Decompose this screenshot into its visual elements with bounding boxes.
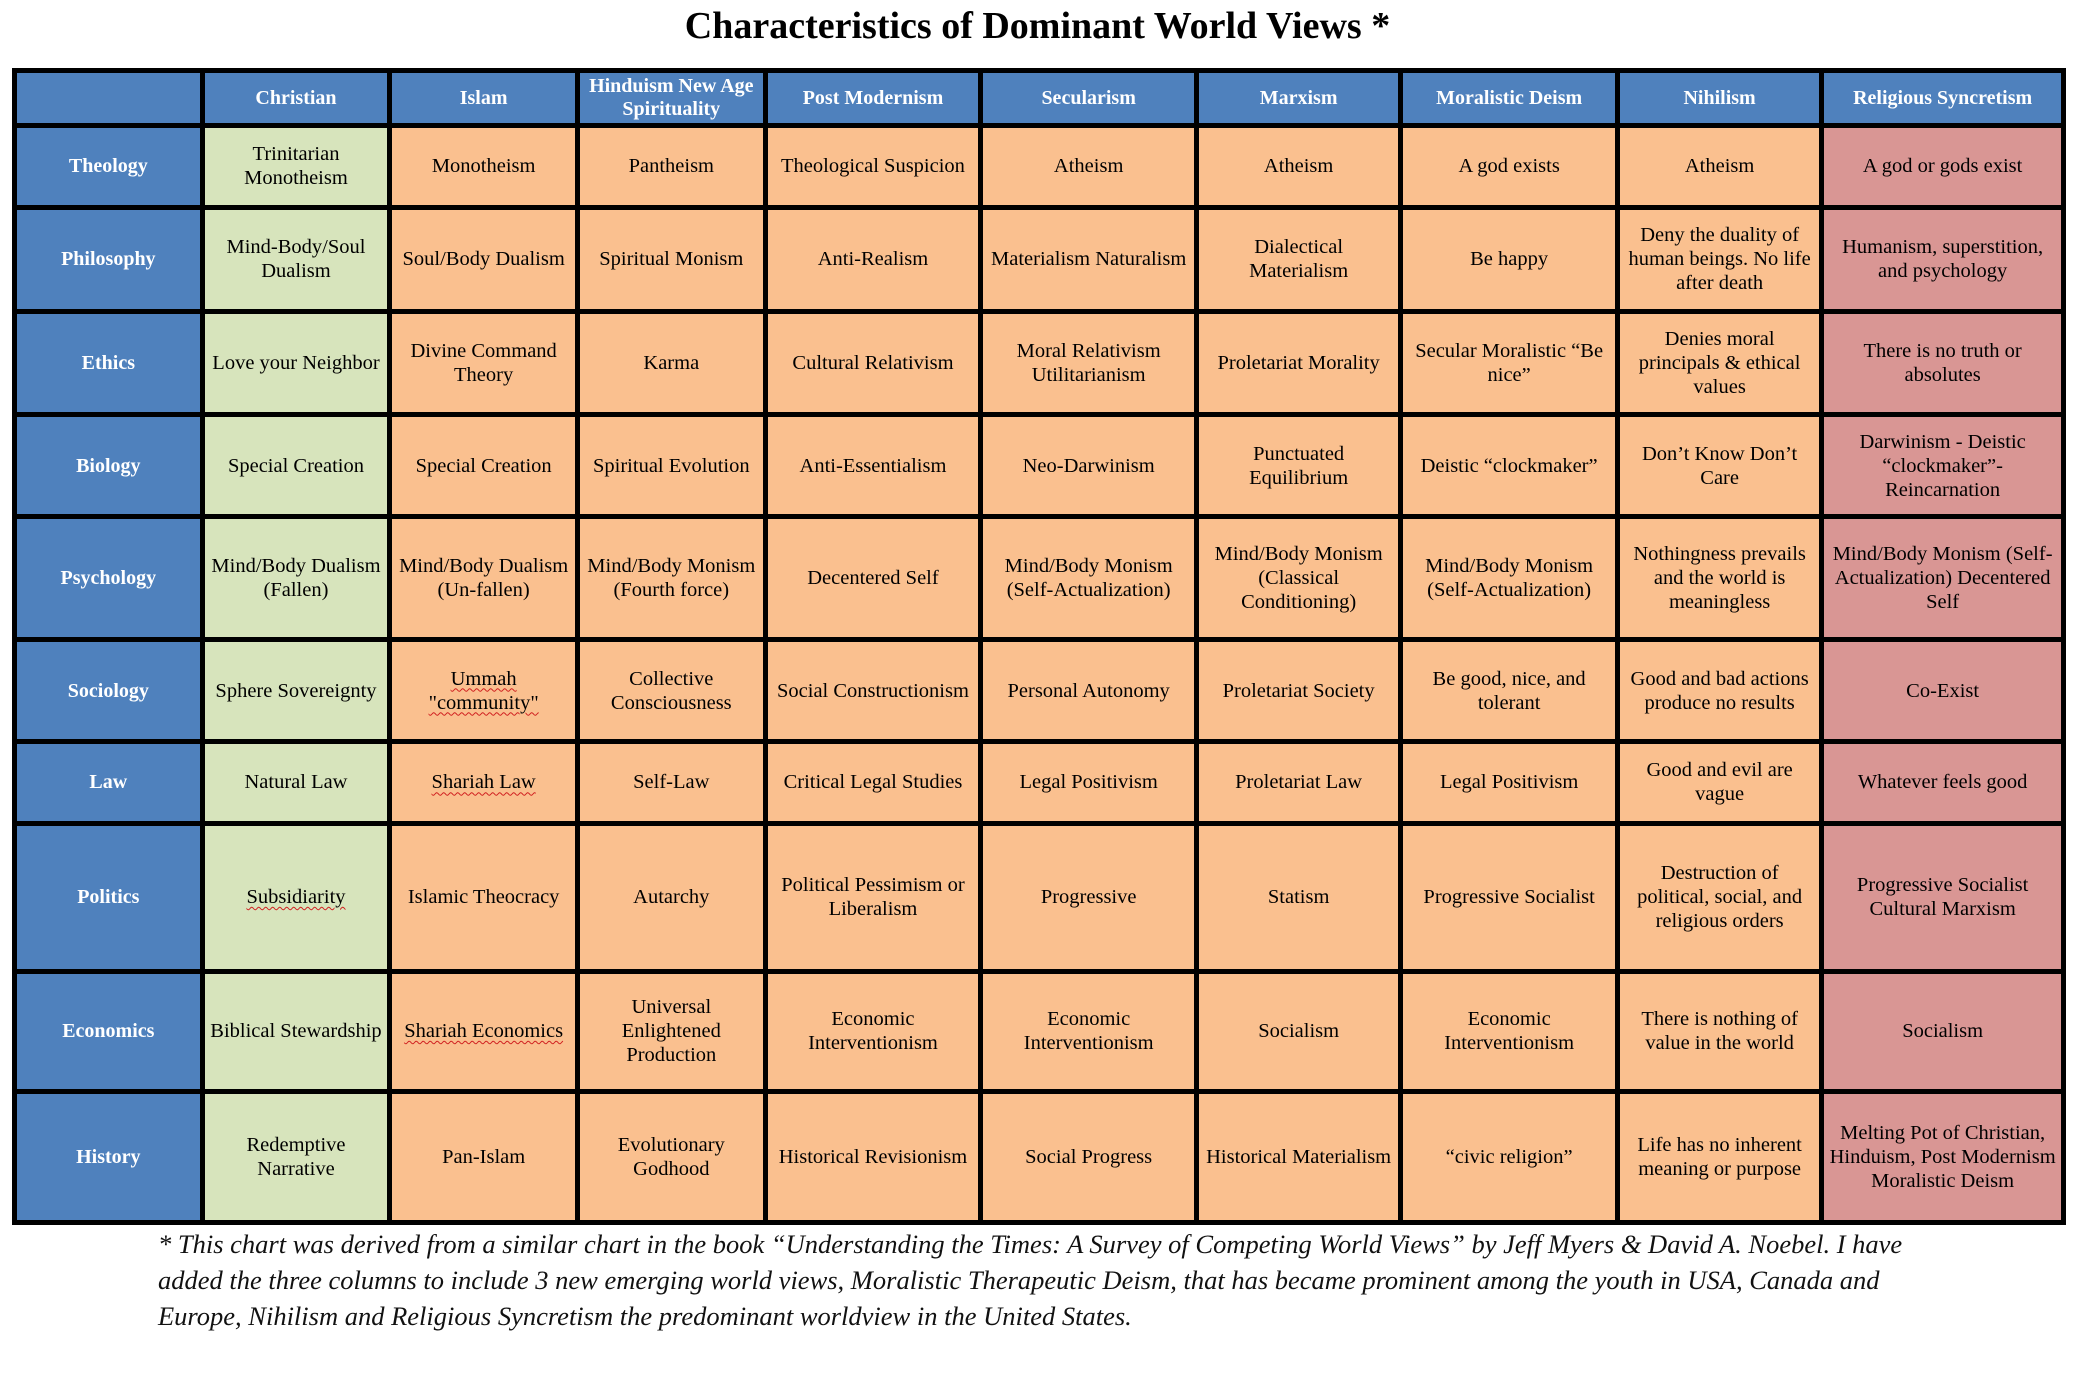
cell-text: Ummah "community"	[428, 667, 539, 714]
table-cell	[1199, 128, 1398, 205]
cell-text: Mind/Body Dualism (Un-fallen)	[399, 555, 569, 602]
row-header: History	[17, 1094, 200, 1220]
column-header-nihilism: Nihilism	[1620, 73, 1819, 123]
cell-text: Socialism	[1258, 1020, 1340, 1043]
row-header: Biology	[17, 417, 200, 514]
table-cell	[1199, 744, 1398, 821]
table-cell	[768, 128, 979, 205]
cell-text: Personal Autonomy	[1007, 679, 1170, 702]
table-cell	[1824, 519, 2061, 638]
corner-cell	[17, 73, 200, 123]
table-row	[17, 1094, 2061, 1220]
cell-text: Progressive Socialist Cultural Marxism	[1856, 874, 2029, 921]
cell-text: Melting Pot of Christian, Hinduism, Post Modernism Moralistic Deism	[1829, 1121, 2056, 1192]
table-cell	[1199, 314, 1398, 413]
table-cell	[392, 417, 575, 514]
table-cell	[205, 744, 388, 821]
cell-text: Humanism, superstition, and psychology	[1842, 236, 2044, 283]
column-header-christian: Christian	[205, 73, 388, 123]
row-header: Economics	[17, 974, 200, 1089]
cell-text: Proletariat Morality	[1217, 351, 1380, 374]
cell-text: Shariah Economics	[404, 1020, 564, 1043]
cell-text: Mind-Body/Soul Dualism	[226, 236, 366, 283]
cell-text: Legal Positivism	[1019, 771, 1158, 794]
row-header: Theology	[17, 128, 200, 205]
table-cell	[983, 974, 1194, 1089]
cell-text: Proletariat Society	[1222, 679, 1375, 702]
table-cell	[580, 417, 763, 514]
cell-text: There is no truth or absolutes	[1863, 339, 2022, 386]
cell-text: Self-Law	[633, 771, 710, 794]
table-cell	[1403, 417, 1615, 514]
table-row	[17, 417, 2061, 514]
cell-text: Theological Suspicion	[781, 155, 965, 178]
cell-text: Evolutionary Godhood	[617, 1133, 725, 1180]
table-cell	[983, 210, 1194, 309]
table-cell	[392, 1094, 575, 1220]
table-row	[17, 128, 2061, 205]
table-cell	[983, 642, 1194, 739]
table-cell	[1620, 974, 1819, 1089]
cell-text: Special Creation	[415, 454, 552, 477]
table-cell	[983, 519, 1194, 638]
table-cell	[1620, 417, 1819, 514]
table-cell	[580, 642, 763, 739]
table-cell	[768, 210, 979, 309]
table-cell	[392, 519, 575, 638]
cell-text: Decentered Self	[807, 567, 939, 590]
table-cell	[205, 1094, 388, 1220]
table-cell	[1403, 826, 1615, 969]
column-header-islam: Islam	[392, 73, 575, 123]
cell-text: Socialism	[1902, 1020, 1984, 1043]
cell-text: Spiritual Monism	[599, 248, 744, 271]
cell-text: Dialectical Materialism	[1249, 236, 1349, 283]
cell-text: Love your Neighbor	[212, 351, 380, 374]
column-header-secularism: Secularism	[983, 73, 1194, 123]
table-cell	[392, 314, 575, 413]
cell-text: Proletariat Law	[1235, 771, 1363, 794]
cell-text: Be happy	[1470, 248, 1549, 271]
cell-text: Pantheism	[628, 155, 714, 178]
cell-text: Darwinism - Deistic “clockmaker”- Reincarnation	[1859, 430, 2026, 501]
table-cell	[1620, 128, 1819, 205]
cell-text: Karma	[643, 351, 700, 374]
table-cell	[768, 417, 979, 514]
table-cell	[1824, 128, 2061, 205]
table-cell	[580, 1094, 763, 1220]
column-header-moralistic-deism: Moralistic Deism	[1403, 73, 1615, 123]
footnote: * This chart was derived from a similar chart in the book “Understanding the Times: A Survey of Competing World Views” by Jeff Myers & David A. Noebel. I have added the three columns to include 3 new emerging world views, Moralistic Therapeutic Deism, that has became prominent among the youth in USA, Canada and Europe, Nihilism and Religious Syncretism the predominant worldview in the United States.	[158, 1229, 1903, 1331]
cell-text: Destruction of political, social, and religious orders	[1637, 862, 1803, 933]
table-cell	[580, 974, 763, 1089]
table-cell	[1824, 417, 2061, 514]
cell-text: “civic religion”	[1445, 1145, 1573, 1168]
table-cell	[580, 519, 763, 638]
cell-text: Punctuated Equilibrium	[1249, 442, 1349, 489]
table-cell	[205, 314, 388, 413]
table-cell	[768, 314, 979, 413]
cell-text: Social Constructionism	[777, 679, 969, 702]
table-cell	[392, 974, 575, 1089]
table-cell	[1620, 519, 1819, 638]
cell-text: Moral Relativism Utilitarianism	[1016, 339, 1161, 386]
cell-text: Biblical Stewardship	[210, 1020, 382, 1043]
cell-text: Monotheism	[431, 155, 536, 178]
table-row	[17, 744, 2061, 821]
table-cell	[1403, 128, 1615, 205]
cell-text: Islamic Theocracy	[407, 886, 560, 909]
cell-text: Historical Materialism	[1206, 1145, 1392, 1168]
table-cell	[205, 642, 388, 739]
table-cell	[1403, 1094, 1615, 1220]
cell-text: Collective Consciousness	[610, 667, 732, 714]
cell-text: Mind/Body Monism (Self-Actualization) Decentered Self	[1832, 543, 2053, 614]
table-cell	[1403, 974, 1615, 1089]
table-row	[17, 519, 2061, 638]
table-row	[17, 974, 2061, 1089]
cell-text: A god or gods exist	[1862, 155, 2023, 178]
row-header: Ethics	[17, 314, 200, 413]
table-cell	[768, 642, 979, 739]
table-cell	[983, 417, 1194, 514]
table-cell	[1824, 642, 2061, 739]
column-header-religious-syncretism: Religious Syncretism	[1824, 73, 2061, 123]
column-header-hinduism: Hinduism New Age Spirituality	[580, 73, 763, 123]
cell-text: Natural Law	[244, 771, 348, 794]
cell-text: Subsidiarity	[246, 886, 346, 909]
table-cell	[1199, 826, 1398, 969]
table-cell	[1620, 744, 1819, 821]
table-cell	[580, 826, 763, 969]
table-cell	[1403, 519, 1615, 638]
cell-text: Atheism	[1263, 155, 1334, 178]
table-cell	[1199, 417, 1398, 514]
cell-text: Denies moral principals & ethical values	[1638, 327, 1801, 398]
table-cell	[1824, 1094, 2061, 1220]
table-cell	[392, 744, 575, 821]
page-title: Characteristics of Dominant World Views *	[684, 5, 1391, 47]
table-cell	[1620, 1094, 1819, 1220]
table-cell	[392, 210, 575, 309]
cell-text: Mind/Body Monism (Classical Conditioning)	[1214, 543, 1383, 614]
table-cell	[983, 826, 1194, 969]
cell-text: Pan-Islam	[442, 1145, 526, 1168]
cell-text: Secular Moralistic “Be nice”	[1415, 339, 1604, 386]
cell-text: Social Progress	[1025, 1145, 1153, 1168]
cell-text: Economic Interventionism	[1444, 1008, 1575, 1055]
cell-text: There is nothing of value in the world	[1641, 1008, 1798, 1055]
table-cell	[205, 974, 388, 1089]
cell-text: Historical Revisionism	[778, 1145, 968, 1168]
header-row	[17, 73, 2061, 123]
cell-text: Economic Interventionism	[1023, 1008, 1154, 1055]
table-body	[17, 128, 2061, 1220]
cell-text: Co-Exist	[1906, 679, 1980, 702]
table-cell	[1199, 519, 1398, 638]
cell-text: Legal Positivism	[1439, 771, 1579, 794]
cell-text: Good and bad actions produce no results	[1630, 667, 1809, 714]
cell-text: Critical Legal Studies	[783, 771, 963, 794]
row-header: Psychology	[17, 519, 200, 638]
cell-text: Good and evil are vague	[1646, 759, 1793, 806]
table-cell	[205, 826, 388, 969]
world-views-table	[12, 68, 2066, 1225]
cell-text: Autarchy	[633, 886, 710, 909]
table-cell	[392, 826, 575, 969]
cell-text: Universal Enlightened Production	[621, 996, 721, 1067]
table-cell	[1403, 314, 1615, 413]
table-cell	[392, 128, 575, 205]
table-cell	[1403, 210, 1615, 309]
table-cell	[1620, 642, 1819, 739]
row-header: Law	[17, 744, 200, 821]
cell-text: Life has no inherent meaning or purpose	[1637, 1133, 1802, 1180]
cell-text: Divine Command Theory	[410, 339, 557, 386]
table-cell	[1824, 210, 2061, 309]
cell-text: Anti-Essentialism	[799, 454, 947, 477]
table-cell	[768, 826, 979, 969]
table-cell	[1824, 314, 2061, 413]
table-cell	[768, 1094, 979, 1220]
cell-text: Anti-Realism	[817, 248, 929, 271]
table-cell	[392, 642, 575, 739]
cell-text: Atheism	[1684, 155, 1755, 178]
cell-text: Shariah Law	[431, 771, 536, 794]
table-cell	[1199, 210, 1398, 309]
table-cell	[768, 974, 979, 1089]
table-cell	[1620, 210, 1819, 309]
table-cell	[768, 744, 979, 821]
cell-text: Progressive	[1040, 886, 1137, 909]
cell-text: Political Pessimism or Liberalism	[781, 874, 965, 921]
table-cell	[205, 128, 388, 205]
table-cell	[1403, 744, 1615, 821]
table-cell	[1824, 744, 2061, 821]
cell-text: A god exists	[1458, 155, 1560, 178]
cell-text: Mind/Body Monism (Self-Actualization)	[1425, 555, 1594, 602]
table-row	[17, 642, 2061, 739]
table-cell	[205, 210, 388, 309]
cell-text: Deistic “clockmaker”	[1420, 454, 1598, 477]
cell-text: Soul/Body Dualism	[402, 248, 565, 271]
table-cell	[205, 519, 388, 638]
table-cell	[580, 314, 763, 413]
table-cell	[983, 314, 1194, 413]
cell-text: Redemptive Narrative	[246, 1133, 346, 1180]
cell-text: Mind/Body Dualism (Fallen)	[211, 555, 381, 602]
table-cell	[1620, 314, 1819, 413]
cell-text: Be good, nice, and tolerant	[1432, 667, 1586, 714]
table-cell	[1403, 642, 1615, 739]
column-header-post-modernism: Post Modernism	[768, 73, 979, 123]
table-cell	[580, 744, 763, 821]
cell-text: Whatever feels good	[1857, 771, 2028, 794]
cell-text: Materialism Naturalism	[991, 248, 1187, 271]
table-cell	[1199, 974, 1398, 1089]
table-cell	[1199, 1094, 1398, 1220]
table-cell	[1824, 826, 2061, 969]
table-cell	[205, 417, 388, 514]
cell-text: Deny the duality of human beings. No life after death	[1628, 224, 1811, 295]
table-cell	[768, 519, 979, 638]
table-row	[17, 314, 2061, 413]
cell-text: Spiritual Evolution	[593, 454, 750, 477]
cell-text: Mind/Body Monism (Fourth force)	[587, 555, 756, 602]
table-cell	[1824, 974, 2061, 1089]
row-header: Politics	[17, 826, 200, 969]
row-header: Sociology	[17, 642, 200, 739]
table-row	[17, 210, 2061, 309]
table-cell	[983, 744, 1194, 821]
cell-text: Statism	[1267, 886, 1330, 909]
cell-text: Sphere Sovereignty	[215, 679, 377, 702]
table-cell	[1620, 826, 1819, 969]
cell-text: Atheism	[1053, 155, 1124, 178]
cell-text: Neo-Darwinism	[1022, 454, 1155, 477]
cell-text: Trinitarian Monotheism	[244, 143, 348, 190]
table-cell	[580, 128, 763, 205]
column-header-marxism: Marxism	[1199, 73, 1398, 123]
table-cell	[983, 128, 1194, 205]
table-cell	[1199, 642, 1398, 739]
cell-text: Economic Interventionism	[808, 1008, 938, 1055]
table-cell	[580, 210, 763, 309]
cell-text: Cultural Relativism	[792, 351, 954, 374]
table-row	[17, 826, 2061, 969]
cell-text: Progressive Socialist	[1423, 886, 1595, 909]
cell-text: Don’t Know Don’t Care	[1641, 442, 1798, 489]
cell-text: Mind/Body Monism (Self-Actualization)	[1004, 555, 1173, 602]
cell-text: Special Creation	[227, 454, 365, 477]
table-cell	[983, 1094, 1194, 1220]
row-header: Philosophy	[17, 210, 200, 309]
cell-text: Nothingness prevails and the world is meaningless	[1633, 543, 1806, 614]
